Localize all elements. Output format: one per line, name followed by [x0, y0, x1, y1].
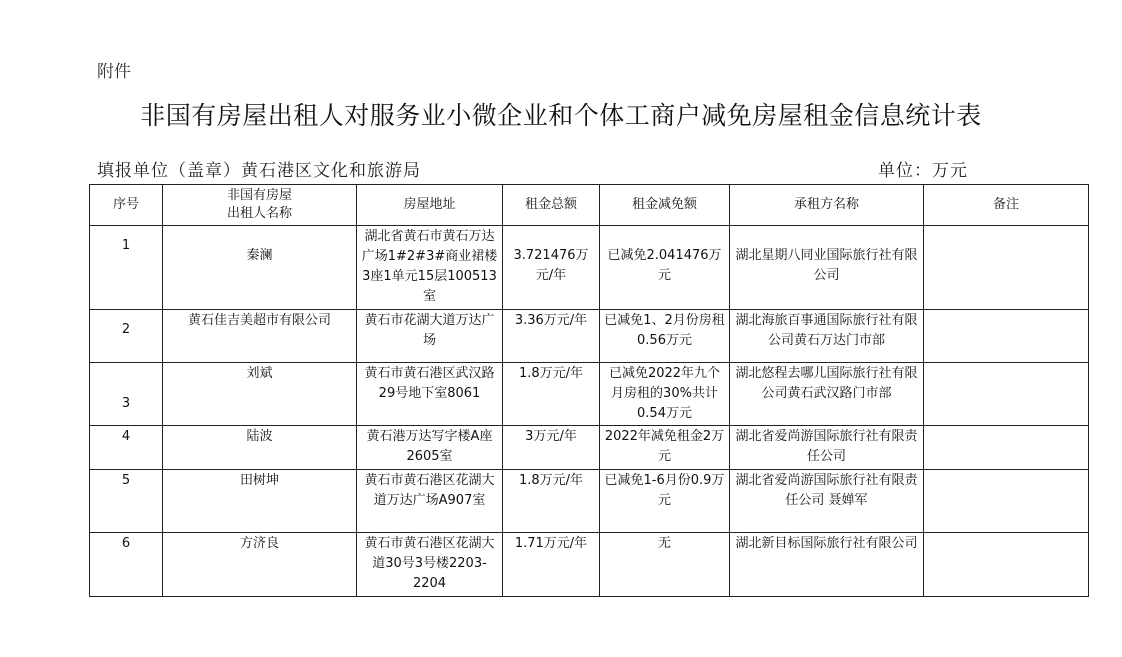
row-index: 2 — [90, 310, 163, 363]
row-index: 5 — [90, 470, 163, 533]
unit-label: 单位：万元 — [878, 161, 968, 181]
attachment-label: 附件 — [97, 62, 131, 82]
row-tenant: 湖北海旅百事通国际旅行社有限公司黄石万达门市部 — [730, 310, 924, 363]
row-rent-reduction: 已减免1、2月份房租0.56万元 — [600, 310, 730, 363]
header-rent-total: 租金总额 — [503, 185, 600, 226]
row-index: 6 — [90, 533, 163, 597]
rent-reduction-table — [89, 184, 1089, 597]
table-row — [90, 426, 1089, 470]
row-rent-reduction: 2022年减免租金2万元 — [600, 426, 730, 470]
row-rent-reduction: 已减免2022年九个月房租的30%共计0.54万元 — [600, 363, 730, 426]
row-landlord: 秦澜 — [163, 226, 357, 310]
row-note — [924, 533, 1089, 597]
header-address: 房屋地址 — [357, 185, 503, 226]
row-tenant: 湖北星期八同业国际旅行社有限公司 — [730, 226, 924, 310]
row-rent-total: 3.36万元/年 — [503, 310, 600, 363]
header-tenant: 承租方名称 — [730, 185, 924, 226]
row-rent-reduction: 已减免1-6月份0.9万元 — [600, 470, 730, 533]
row-index: 3 — [90, 363, 163, 426]
row-landlord: 方济良 — [163, 533, 357, 597]
header-note: 备注 — [924, 185, 1089, 226]
row-landlord: 陆波 — [163, 426, 357, 470]
row-address: 黄石市黄石港区花湖大道30号3号楼2203-2204 — [357, 533, 503, 597]
header-landlord: 非国有房屋 出租人名称 — [163, 185, 357, 226]
row-rent-total: 3万元/年 — [503, 426, 600, 470]
row-index: 4 — [90, 426, 163, 470]
row-landlord: 田树坤 — [163, 470, 357, 533]
row-tenant: 湖北新目标国际旅行社有限公司 — [730, 533, 924, 597]
row-rent-total: 1.71万元/年 — [503, 533, 600, 597]
row-note — [924, 226, 1089, 310]
table-header-row — [90, 185, 1089, 226]
row-rent-total: 3.721476万元/年 — [503, 226, 600, 310]
row-note — [924, 363, 1089, 426]
filing-unit: 填报单位（盖章）黄石港区文化和旅游局 — [97, 161, 421, 181]
row-address: 湖北省黄石市黄石万达广场1#2#3#商业裙楼3座1单元15层100513室 — [357, 226, 503, 310]
row-address: 黄石市黄石港区武汉路29号地下室8061 — [357, 363, 503, 426]
table-row — [90, 226, 1089, 310]
row-note — [924, 426, 1089, 470]
row-rent-total: 1.8万元/年 — [503, 363, 600, 426]
row-landlord: 刘斌 — [163, 363, 357, 426]
row-tenant: 湖北省爱尚游国际旅行社有限责任公司 聂婵军 — [730, 470, 924, 533]
row-landlord: 黄石佳吉美超市有限公司 — [163, 310, 357, 363]
row-tenant: 湖北悠程去哪儿国际旅行社有限公司黄石武汉路门市部 — [730, 363, 924, 426]
row-rent-total: 1.8万元/年 — [503, 470, 600, 533]
header-index: 序号 — [90, 185, 163, 226]
table-row — [90, 533, 1089, 597]
row-tenant: 湖北省爱尚游国际旅行社有限责任公司 — [730, 426, 924, 470]
row-rent-reduction: 已减免2.041476万元 — [600, 226, 730, 310]
row-address: 黄石市花湖大道万达广场 — [357, 310, 503, 363]
row-index: 1 — [90, 226, 163, 310]
row-address: 黄石市黄石港区花湖大道万达广场A907室 — [357, 470, 503, 533]
row-rent-reduction: 无 — [600, 533, 730, 597]
row-address: 黄石港万达写字楼A座2605室 — [357, 426, 503, 470]
page-title: 非国有房屋出租人对服务业小微企业和个体工商户减免房屋租金信息统计表 — [140, 101, 982, 130]
row-note — [924, 310, 1089, 363]
row-note — [924, 470, 1089, 533]
header-rent-reduction: 租金减免额 — [600, 185, 730, 226]
table-row — [90, 470, 1089, 533]
table-row — [90, 310, 1089, 363]
table-row — [90, 363, 1089, 426]
